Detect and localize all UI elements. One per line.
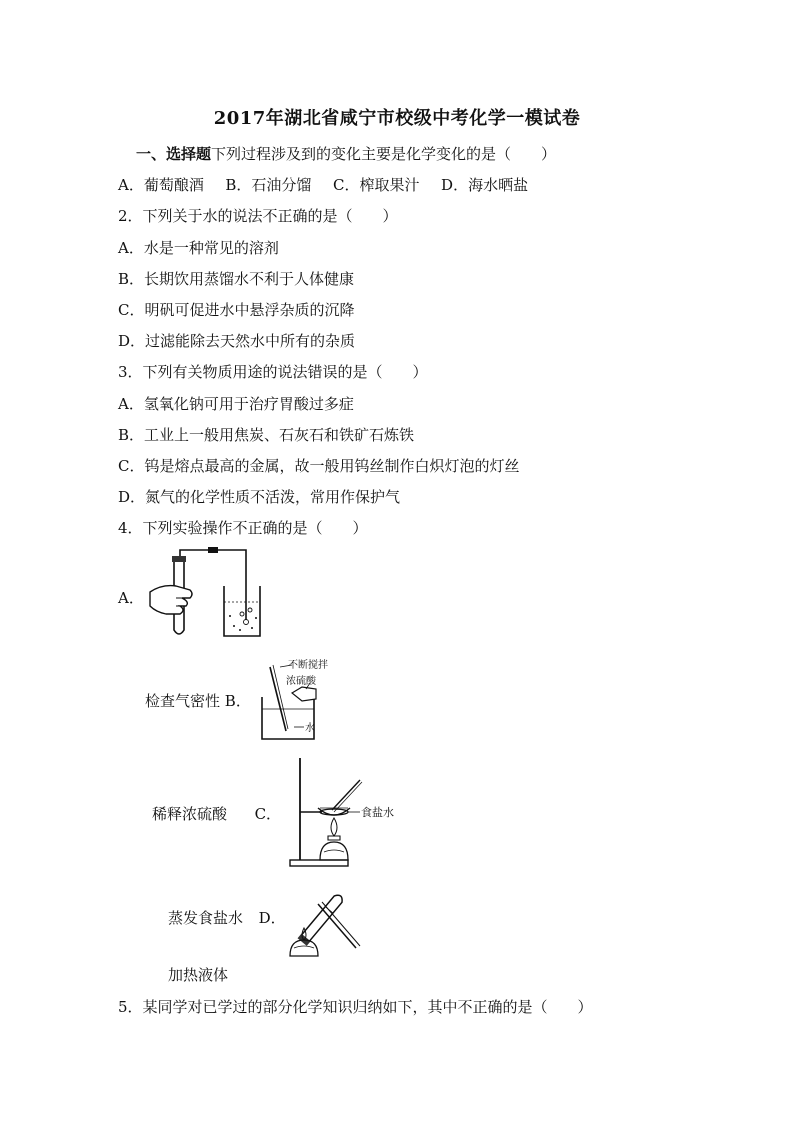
heat-liquid-apparatus-icon xyxy=(284,882,368,958)
question-5-stem: 5．某同学对已学过的部分化学知识归纳如下，其中不正确的是（ ） xyxy=(118,998,593,1016)
caption-dilute-sulfuric-acid: 稀释浓硫酸 xyxy=(152,805,228,823)
label-salt-water: 食盐水 xyxy=(361,806,394,819)
question-2-stem: 2．下列关于水的说法不正确的是（ ） xyxy=(118,207,398,225)
page-title: 2017年湖北省咸宁市校级中考化学一模试卷 xyxy=(213,108,581,129)
label-conc-acid: 浓硫酸 xyxy=(286,676,316,687)
q2-option-c: C．明矾可促进水中悬浮杂质的沉降 xyxy=(118,301,355,319)
q3-option-b: B．工业上一般用焦炭、石灰石和铁矿石炼铁 xyxy=(118,426,415,444)
q1-option-d: D．海水晒盐 xyxy=(441,176,529,194)
airtightness-apparatus-icon xyxy=(146,546,264,642)
q1-option-b: B．石油分馏 xyxy=(225,176,312,194)
q4-label-b: B． xyxy=(224,692,251,710)
figure-airtightness-check xyxy=(146,546,264,642)
q1-option-c: C．榨取果汁 xyxy=(333,176,420,194)
label-water: 水 xyxy=(305,723,315,734)
q3-option-a: A．氢氧化钠可用于治疗胃酸过多症 xyxy=(118,395,354,413)
q2-option-d: D．过滤能除去天然水中所有的杂质 xyxy=(118,332,356,350)
q4-row-d xyxy=(168,908,286,928)
q1-option-a: A．葡萄酿酒 xyxy=(118,176,204,194)
question-1-options xyxy=(118,175,528,195)
q4-label-c: C． xyxy=(254,805,282,823)
question-3-stem: 3．下列有关物质用途的说法错误的是（ ） xyxy=(118,363,428,381)
caption-evaporate-salt-water: 蒸发食盐水 xyxy=(168,909,244,927)
q4-row-b xyxy=(145,691,251,711)
figure-dilute-sulfuric-acid xyxy=(258,657,370,743)
q2-option-b: B．长期饮用蒸馏水不利于人体健康 xyxy=(118,270,355,288)
dilute-acid-apparatus-icon xyxy=(258,657,370,743)
figure-heat-liquid xyxy=(284,882,368,958)
q3-option-d: D．氮气的化学性质不活泼，常用作保护气 xyxy=(118,488,401,506)
section-heading: 一、选择题 xyxy=(136,145,212,163)
q3-option-c: C．钨是熔点最高的金属，故一般用钨丝制作白炽灯泡的灯丝 xyxy=(118,457,520,475)
figure-evaporate-salt-water xyxy=(284,756,396,870)
caption-airtightness-check: 检查气密性 xyxy=(145,692,221,710)
question-4-stem: 4．下列实验操作不正确的是（ ） xyxy=(118,519,368,537)
evaporation-apparatus-icon xyxy=(284,756,396,870)
q4-label-a: A． xyxy=(118,589,144,607)
question-1 xyxy=(136,144,556,164)
q4-row-c xyxy=(152,804,281,824)
caption-heat-liquid: 加热液体 xyxy=(168,966,229,984)
label-stir: 不断搅拌 xyxy=(288,660,328,671)
q2-option-a: A．水是一种常见的溶剂 xyxy=(118,239,279,257)
q4-label-d: D． xyxy=(258,909,286,927)
question-1-stem: 下列过程涉及到的变化主要是化学变化的是（ ） xyxy=(211,145,557,163)
